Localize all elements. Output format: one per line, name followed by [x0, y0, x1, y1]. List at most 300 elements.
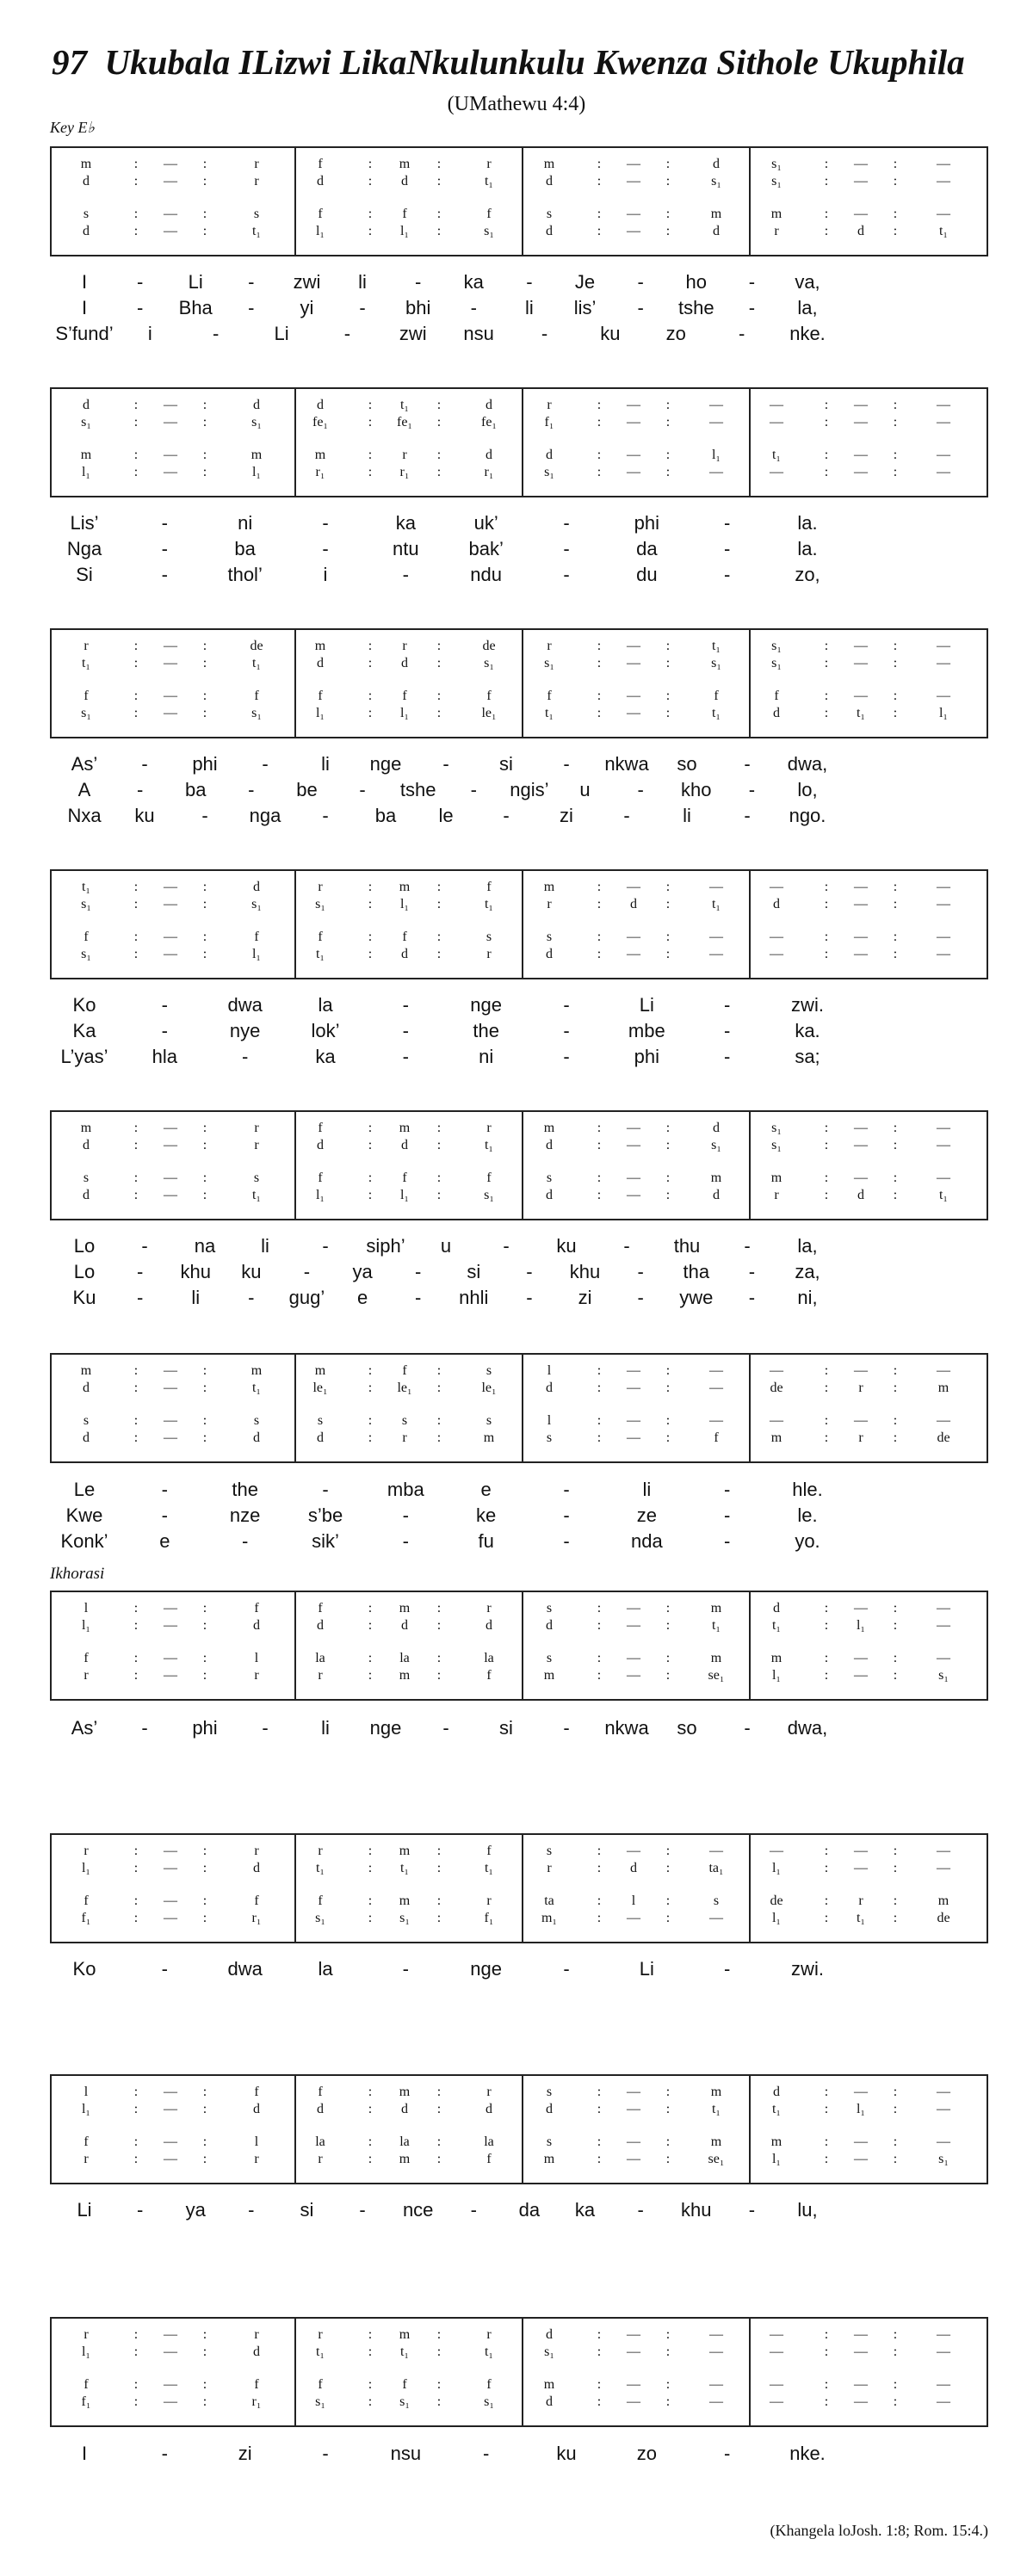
solfa-note: s	[546, 1430, 553, 1445]
lyric-syllable: -	[442, 753, 449, 775]
solfa-note: :	[893, 1138, 898, 1152]
solfa-note: —	[709, 465, 723, 479]
solfa-note: d	[486, 2102, 492, 2116]
music-system	[50, 869, 988, 979]
solfa-note: —	[164, 1413, 177, 1428]
solfa-note: —	[164, 1618, 177, 1633]
solfa-note: —	[770, 2344, 783, 2359]
lyrics-block	[50, 1479, 988, 1556]
solfa-note: —	[627, 157, 640, 171]
solfa-note: :	[893, 656, 898, 670]
solfa-note: la	[484, 2134, 494, 2149]
solfa-note: :	[665, 1601, 671, 1615]
lyric-syllable: dwa,	[787, 753, 828, 775]
solfa-note: s	[546, 2134, 553, 2149]
lyric-syllable: la	[318, 994, 333, 1016]
solfa-note: —	[937, 897, 950, 911]
solfa-note: :	[133, 897, 139, 911]
solfa-note: —	[854, 1861, 868, 1875]
solfa-note: :	[665, 1651, 671, 1665]
solfa-note: :	[368, 2102, 373, 2116]
solfa-note: r	[254, 1121, 259, 1135]
solfa-note: :	[893, 1121, 898, 1135]
solfa-note: s₁	[771, 157, 782, 171]
solfa-note: :	[893, 2152, 898, 2166]
solfa-note: r	[84, 639, 89, 653]
solfa-note: la	[399, 1651, 410, 1665]
solfa-note: d	[630, 897, 637, 911]
lyric-syllable: -	[723, 1046, 731, 1067]
solfa-note: :	[893, 1651, 898, 1665]
solfa-note: —	[164, 448, 177, 462]
lyric-syllable: -	[141, 1235, 148, 1257]
lyric-syllable: -	[415, 1287, 422, 1308]
lyric-syllable: Li	[77, 2199, 92, 2221]
lyric-syllable: nke.	[789, 2443, 826, 2464]
solfa-note: :	[893, 706, 898, 720]
solfa-note: :	[597, 1893, 602, 1908]
solfa-note: s₁	[711, 174, 721, 188]
solfa-note: d	[83, 224, 90, 238]
solfa-note: —	[937, 2085, 950, 2099]
lyric-syllable: Je	[574, 271, 596, 293]
solfa-note: m	[710, 1651, 722, 1665]
solfa-note: —	[770, 880, 783, 894]
solfa-note: :	[133, 689, 139, 703]
solfa-note: s₁	[399, 2394, 410, 2409]
solfa-note: —	[627, 1601, 640, 1615]
lyric-syllable: la.	[797, 512, 818, 534]
lyric-syllable: ku	[134, 805, 155, 826]
solfa-note: :	[368, 1601, 373, 1615]
hymn-title	[52, 41, 965, 83]
scripture-reference: (UMathewu 4:4)	[447, 93, 586, 115]
voice-part-row	[52, 930, 987, 945]
solfa-note: :	[436, 706, 442, 720]
solfa-note: :	[368, 639, 373, 653]
solfa-note: t₁	[771, 1618, 782, 1633]
solfa-note: —	[937, 1363, 950, 1378]
solfa-note: r	[547, 398, 552, 412]
solfa-note: —	[709, 415, 723, 429]
lyric-syllable: li	[642, 1479, 652, 1500]
solfa-note: —	[164, 415, 177, 429]
solfa-note: d	[401, 2102, 408, 2116]
solfa-note: —	[709, 1413, 723, 1428]
lyric-syllable: Le	[73, 1479, 96, 1500]
solfa-note: d	[83, 174, 90, 188]
lyric-syllable: uk’	[473, 512, 498, 534]
lyric-line	[50, 2443, 988, 2468]
voice-part-row	[52, 639, 987, 654]
solfa-note: :	[133, 930, 139, 944]
solfa-note: :	[202, 1171, 207, 1185]
solfa-note: s	[546, 1171, 553, 1185]
lyric-syllable: -	[248, 297, 255, 318]
solfa-note: :	[133, 2377, 139, 2392]
solfa-note: le₁	[397, 1381, 412, 1395]
solfa-note: t₁	[711, 639, 721, 653]
solfa-note: —	[854, 448, 868, 462]
solfa-note: :	[893, 2344, 898, 2359]
lyric-syllable: the	[232, 1479, 258, 1500]
solfa-note: —	[854, 1601, 868, 1615]
lyric-syllable: fu	[478, 1530, 494, 1552]
solfa-note: —	[627, 1138, 640, 1152]
lyric-syllable: -	[470, 297, 477, 318]
solfa-note: s₁	[544, 2344, 554, 2359]
solfa-note: :	[597, 639, 602, 653]
solfa-note: :	[133, 1430, 139, 1445]
solfa-note: r₁	[315, 465, 325, 479]
solfa-note: l	[84, 2085, 89, 2099]
solfa-note: m	[399, 1121, 411, 1135]
solfa-note: :	[665, 897, 671, 911]
solfa-note: s₁	[938, 1668, 949, 1683]
solfa-note: :	[133, 1861, 139, 1875]
solfa-note: r	[858, 1430, 863, 1445]
solfa-note: s	[546, 1651, 553, 1665]
solfa-note: d	[253, 2344, 260, 2359]
solfa-note: f	[714, 1430, 719, 1445]
solfa-note: :	[436, 1363, 442, 1378]
voice-part-row	[52, 1430, 987, 1446]
lyric-syllable: phi	[192, 1717, 218, 1739]
voice-part-row	[52, 465, 987, 480]
solfa-note: d	[713, 157, 720, 171]
lyric-syllable: -	[748, 1261, 756, 1282]
solfa-note: d	[546, 1618, 553, 1633]
solfa-note: —	[937, 2134, 950, 2149]
solfa-note: s₁	[771, 656, 782, 670]
solfa-note: r	[486, 1601, 492, 1615]
solfa-note: m	[314, 1363, 326, 1378]
solfa-note: :	[597, 706, 602, 720]
lyric-line	[50, 1046, 988, 1072]
lyric-syllable: -	[623, 805, 630, 826]
solfa-note: :	[202, 207, 207, 221]
solfa-note: f₁	[81, 1911, 91, 1925]
solfa-note: :	[368, 1188, 373, 1202]
lyric-syllable: the	[473, 1020, 499, 1041]
voice-part-row	[52, 1413, 987, 1429]
solfa-note: —	[164, 157, 177, 171]
solfa-note: :	[824, 174, 829, 188]
solfa-note: d	[83, 1430, 90, 1445]
solfa-note: f	[318, 1601, 323, 1615]
solfa-note: f	[774, 689, 779, 703]
lyrics-block	[50, 1717, 988, 1743]
solfa-note: d	[317, 1618, 324, 1633]
solfa-note: :	[436, 2102, 442, 2116]
solfa-note: s₁	[711, 1138, 721, 1152]
solfa-note: :	[133, 2152, 139, 2166]
solfa-note: :	[202, 2344, 207, 2359]
solfa-note: :	[436, 1651, 442, 1665]
solfa-note: :	[824, 880, 829, 894]
lyric-syllable: ywe	[679, 1287, 714, 1308]
solfa-note: :	[368, 398, 373, 412]
solfa-note: t₁	[399, 398, 410, 412]
lyric-syllable: ndu	[470, 564, 503, 585]
solfa-note: :	[436, 398, 442, 412]
voice-part-row	[52, 2152, 987, 2167]
lyric-syllable: kho	[681, 779, 712, 800]
solfa-note: —	[627, 706, 640, 720]
solfa-note: f	[318, 1171, 323, 1185]
solfa-note: :	[133, 465, 139, 479]
lyric-syllable: phi	[634, 1046, 660, 1067]
solfa-note: —	[854, 2134, 868, 2149]
solfa-note: m	[80, 1121, 92, 1135]
solfa-note: :	[436, 1188, 442, 1202]
lyric-syllable: -	[637, 1261, 644, 1282]
voice-part-row	[52, 897, 987, 912]
solfa-note: —	[627, 415, 640, 429]
lyric-syllable: siph’	[366, 1235, 405, 1257]
solfa-note: :	[665, 930, 671, 944]
solfa-note: d	[857, 1188, 864, 1202]
voice-part-row	[52, 706, 987, 721]
solfa-note: :	[436, 2327, 442, 2342]
lyrics-block	[50, 512, 988, 590]
solfa-note: —	[627, 2134, 640, 2149]
lyric-syllable: -	[748, 779, 756, 800]
solfa-note: f	[254, 1601, 259, 1615]
lyric-syllable: nsu	[463, 323, 494, 344]
lyric-syllable: khu	[681, 2199, 712, 2221]
solfa-note: l₁	[251, 947, 262, 961]
solfa-note: —	[164, 1651, 177, 1665]
solfa-note: r	[318, 880, 323, 894]
solfa-note: :	[824, 1893, 829, 1908]
lyric-syllable: phi	[192, 753, 218, 775]
lyric-syllable: -	[322, 2443, 329, 2464]
solfa-note: f	[318, 1893, 323, 1908]
solfa-note: :	[368, 1121, 373, 1135]
solfa-note: :	[824, 706, 829, 720]
solfa-note: —	[854, 2394, 868, 2409]
lyric-syllable: -	[141, 753, 148, 775]
solfa-note: f	[486, 1668, 492, 1683]
solfa-note: :	[597, 1413, 602, 1428]
lyric-syllable: zi	[238, 2443, 252, 2464]
solfa-note: :	[893, 1188, 898, 1202]
lyric-syllable: I	[81, 297, 88, 318]
solfa-note: f	[486, 2377, 492, 2392]
lyric-syllable: -	[748, 1287, 756, 1308]
solfa-note: r	[84, 1844, 89, 1858]
solfa-note: d	[546, 174, 553, 188]
lyric-syllable: li	[525, 297, 534, 318]
solfa-note: m	[543, 1121, 555, 1135]
lyric-line	[50, 1020, 988, 1046]
solfa-note: :	[824, 2102, 829, 2116]
solfa-note: :	[202, 1861, 207, 1875]
solfa-note: r	[858, 1893, 863, 1908]
solfa-note: :	[597, 1601, 602, 1615]
solfa-note: —	[770, 1363, 783, 1378]
solfa-note: :	[824, 1121, 829, 1135]
lyric-syllable: A	[77, 779, 91, 800]
lyric-syllable: nhli	[459, 1287, 489, 1308]
solfa-note: m	[937, 1381, 949, 1395]
solfa-note: —	[164, 207, 177, 221]
lyric-syllable: -	[161, 994, 168, 1016]
lyric-syllable: be	[296, 779, 318, 800]
lyric-syllable: nsu	[390, 2443, 422, 2464]
solfa-note: la	[484, 1651, 494, 1665]
solfa-note: m	[80, 1363, 92, 1378]
solfa-note: :	[893, 448, 898, 462]
solfa-note: s₁	[544, 465, 554, 479]
solfa-note: :	[368, 1413, 373, 1428]
solfa-note: :	[436, 1861, 442, 1875]
solfa-note: :	[665, 656, 671, 670]
solfa-note: —	[627, 639, 640, 653]
solfa-note: :	[202, 2085, 207, 2099]
solfa-note: d	[317, 398, 324, 412]
solfa-note: —	[627, 1844, 640, 1858]
solfa-note: s₁	[315, 2394, 325, 2409]
hymn-title-text: Ukubala ILizwi LikaNkulunkulu Kwenza Sithole Ukuphila	[104, 42, 965, 82]
lyric-syllable: -	[526, 1261, 533, 1282]
solfa-note: —	[627, 689, 640, 703]
lyric-syllable: S’fund’	[55, 323, 114, 344]
solfa-note: :	[202, 1844, 207, 1858]
solfa-note: :	[202, 1618, 207, 1633]
solfa-note: :	[202, 2377, 207, 2392]
solfa-note: r	[254, 1138, 259, 1152]
solfa-note: :	[133, 398, 139, 412]
solfa-note: d	[546, 1138, 553, 1152]
solfa-note: —	[627, 656, 640, 670]
solfa-note: —	[627, 174, 640, 188]
lyric-syllable: ya	[185, 2199, 206, 2221]
lyric-syllable: -	[248, 779, 255, 800]
solfa-note: :	[202, 1668, 207, 1683]
solfa-note: l	[547, 1363, 552, 1378]
solfa-note: ta₁	[708, 1861, 724, 1875]
lyric-syllable: -	[748, 297, 756, 318]
solfa-note: —	[854, 174, 868, 188]
solfa-note: d	[713, 1188, 720, 1202]
lyric-syllable: ku	[556, 2443, 577, 2464]
solfa-note: m	[770, 2134, 782, 2149]
solfa-note: s₁	[938, 2152, 949, 2166]
lyric-syllable: zo,	[795, 564, 820, 585]
solfa-note: :	[665, 1844, 671, 1858]
lyric-syllable: lo,	[797, 779, 818, 800]
solfa-note: :	[368, 1430, 373, 1445]
voice-part-row	[52, 947, 987, 962]
lyric-syllable: zo	[636, 2443, 657, 2464]
solfa-note: :	[597, 2327, 602, 2342]
voice-part-row	[52, 1861, 987, 1876]
solfa-note: :	[824, 465, 829, 479]
solfa-note: :	[597, 689, 602, 703]
lyric-syllable: dwa	[227, 994, 263, 1016]
voice-part-row	[52, 157, 987, 172]
solfa-note: —	[164, 639, 177, 653]
solfa-note: :	[436, 1601, 442, 1615]
solfa-note: :	[824, 1861, 829, 1875]
music-system	[50, 628, 988, 738]
lyric-syllable: tha	[683, 1261, 710, 1282]
solfa-note: r₁	[484, 465, 494, 479]
solfa-note: ta	[544, 1893, 554, 1908]
lyric-syllable: -	[213, 323, 220, 344]
solfa-note: f	[84, 1893, 89, 1908]
solfa-note: m	[399, 2152, 411, 2166]
solfa-note: fe₁	[312, 415, 329, 429]
solfa-note: :	[597, 465, 602, 479]
solfa-note: f	[402, 1171, 407, 1185]
lyric-syllable: du	[636, 564, 658, 585]
solfa-note: :	[202, 656, 207, 670]
solfa-note: —	[164, 2152, 177, 2166]
solfa-note: :	[368, 2394, 373, 2409]
solfa-note: —	[627, 880, 640, 894]
solfa-note: —	[854, 398, 868, 412]
solfa-note: —	[709, 2377, 723, 2392]
solfa-note: t₁	[399, 2344, 410, 2359]
lyric-syllable: zi	[560, 805, 573, 826]
solfa-note: —	[854, 207, 868, 221]
solfa-note: m	[710, 1171, 722, 1185]
solfa-note: —	[937, 1138, 950, 1152]
lyric-syllable: ni,	[797, 1287, 818, 1308]
solfa-note: t₁	[251, 1188, 262, 1202]
lyric-syllable: si	[499, 753, 513, 775]
solfa-note: :	[665, 2152, 671, 2166]
solfa-note: d	[401, 656, 408, 670]
solfa-note: :	[133, 2085, 139, 2099]
solfa-note: —	[627, 1618, 640, 1633]
lyric-syllable: phi	[634, 512, 660, 534]
solfa-note: d	[253, 2102, 260, 2116]
solfa-note: —	[854, 1844, 868, 1858]
solfa-note: —	[854, 880, 868, 894]
solfa-note: —	[627, 1381, 640, 1395]
solfa-note: r	[486, 157, 492, 171]
solfa-note: :	[368, 1381, 373, 1395]
lyric-syllable: -	[322, 538, 329, 559]
solfa-note: d	[253, 880, 260, 894]
lyric-syllable: lu,	[797, 2199, 818, 2221]
solfa-note: :	[893, 1363, 898, 1378]
lyric-syllable: Ku	[72, 1287, 96, 1308]
solfa-note: :	[436, 2377, 442, 2392]
lyric-syllable: Nga	[66, 538, 102, 559]
solfa-note: :	[133, 157, 139, 171]
solfa-note: s	[253, 207, 260, 221]
solfa-note: r	[486, 2085, 492, 2099]
solfa-note: d	[401, 947, 408, 961]
solfa-note: l₁	[711, 448, 721, 462]
solfa-note: —	[164, 706, 177, 720]
lyric-syllable: -	[136, 1287, 144, 1308]
solfa-note: :	[893, 689, 898, 703]
solfa-note: :	[133, 2394, 139, 2409]
lyric-syllable: Si	[76, 564, 93, 585]
lyric-syllable: -	[470, 779, 477, 800]
lyric-syllable: -	[402, 1046, 409, 1067]
solfa-note: :	[824, 207, 829, 221]
lyric-syllable: la,	[797, 1235, 818, 1257]
solfa-note: l₁	[315, 224, 325, 238]
solfa-note: d	[546, 448, 553, 462]
